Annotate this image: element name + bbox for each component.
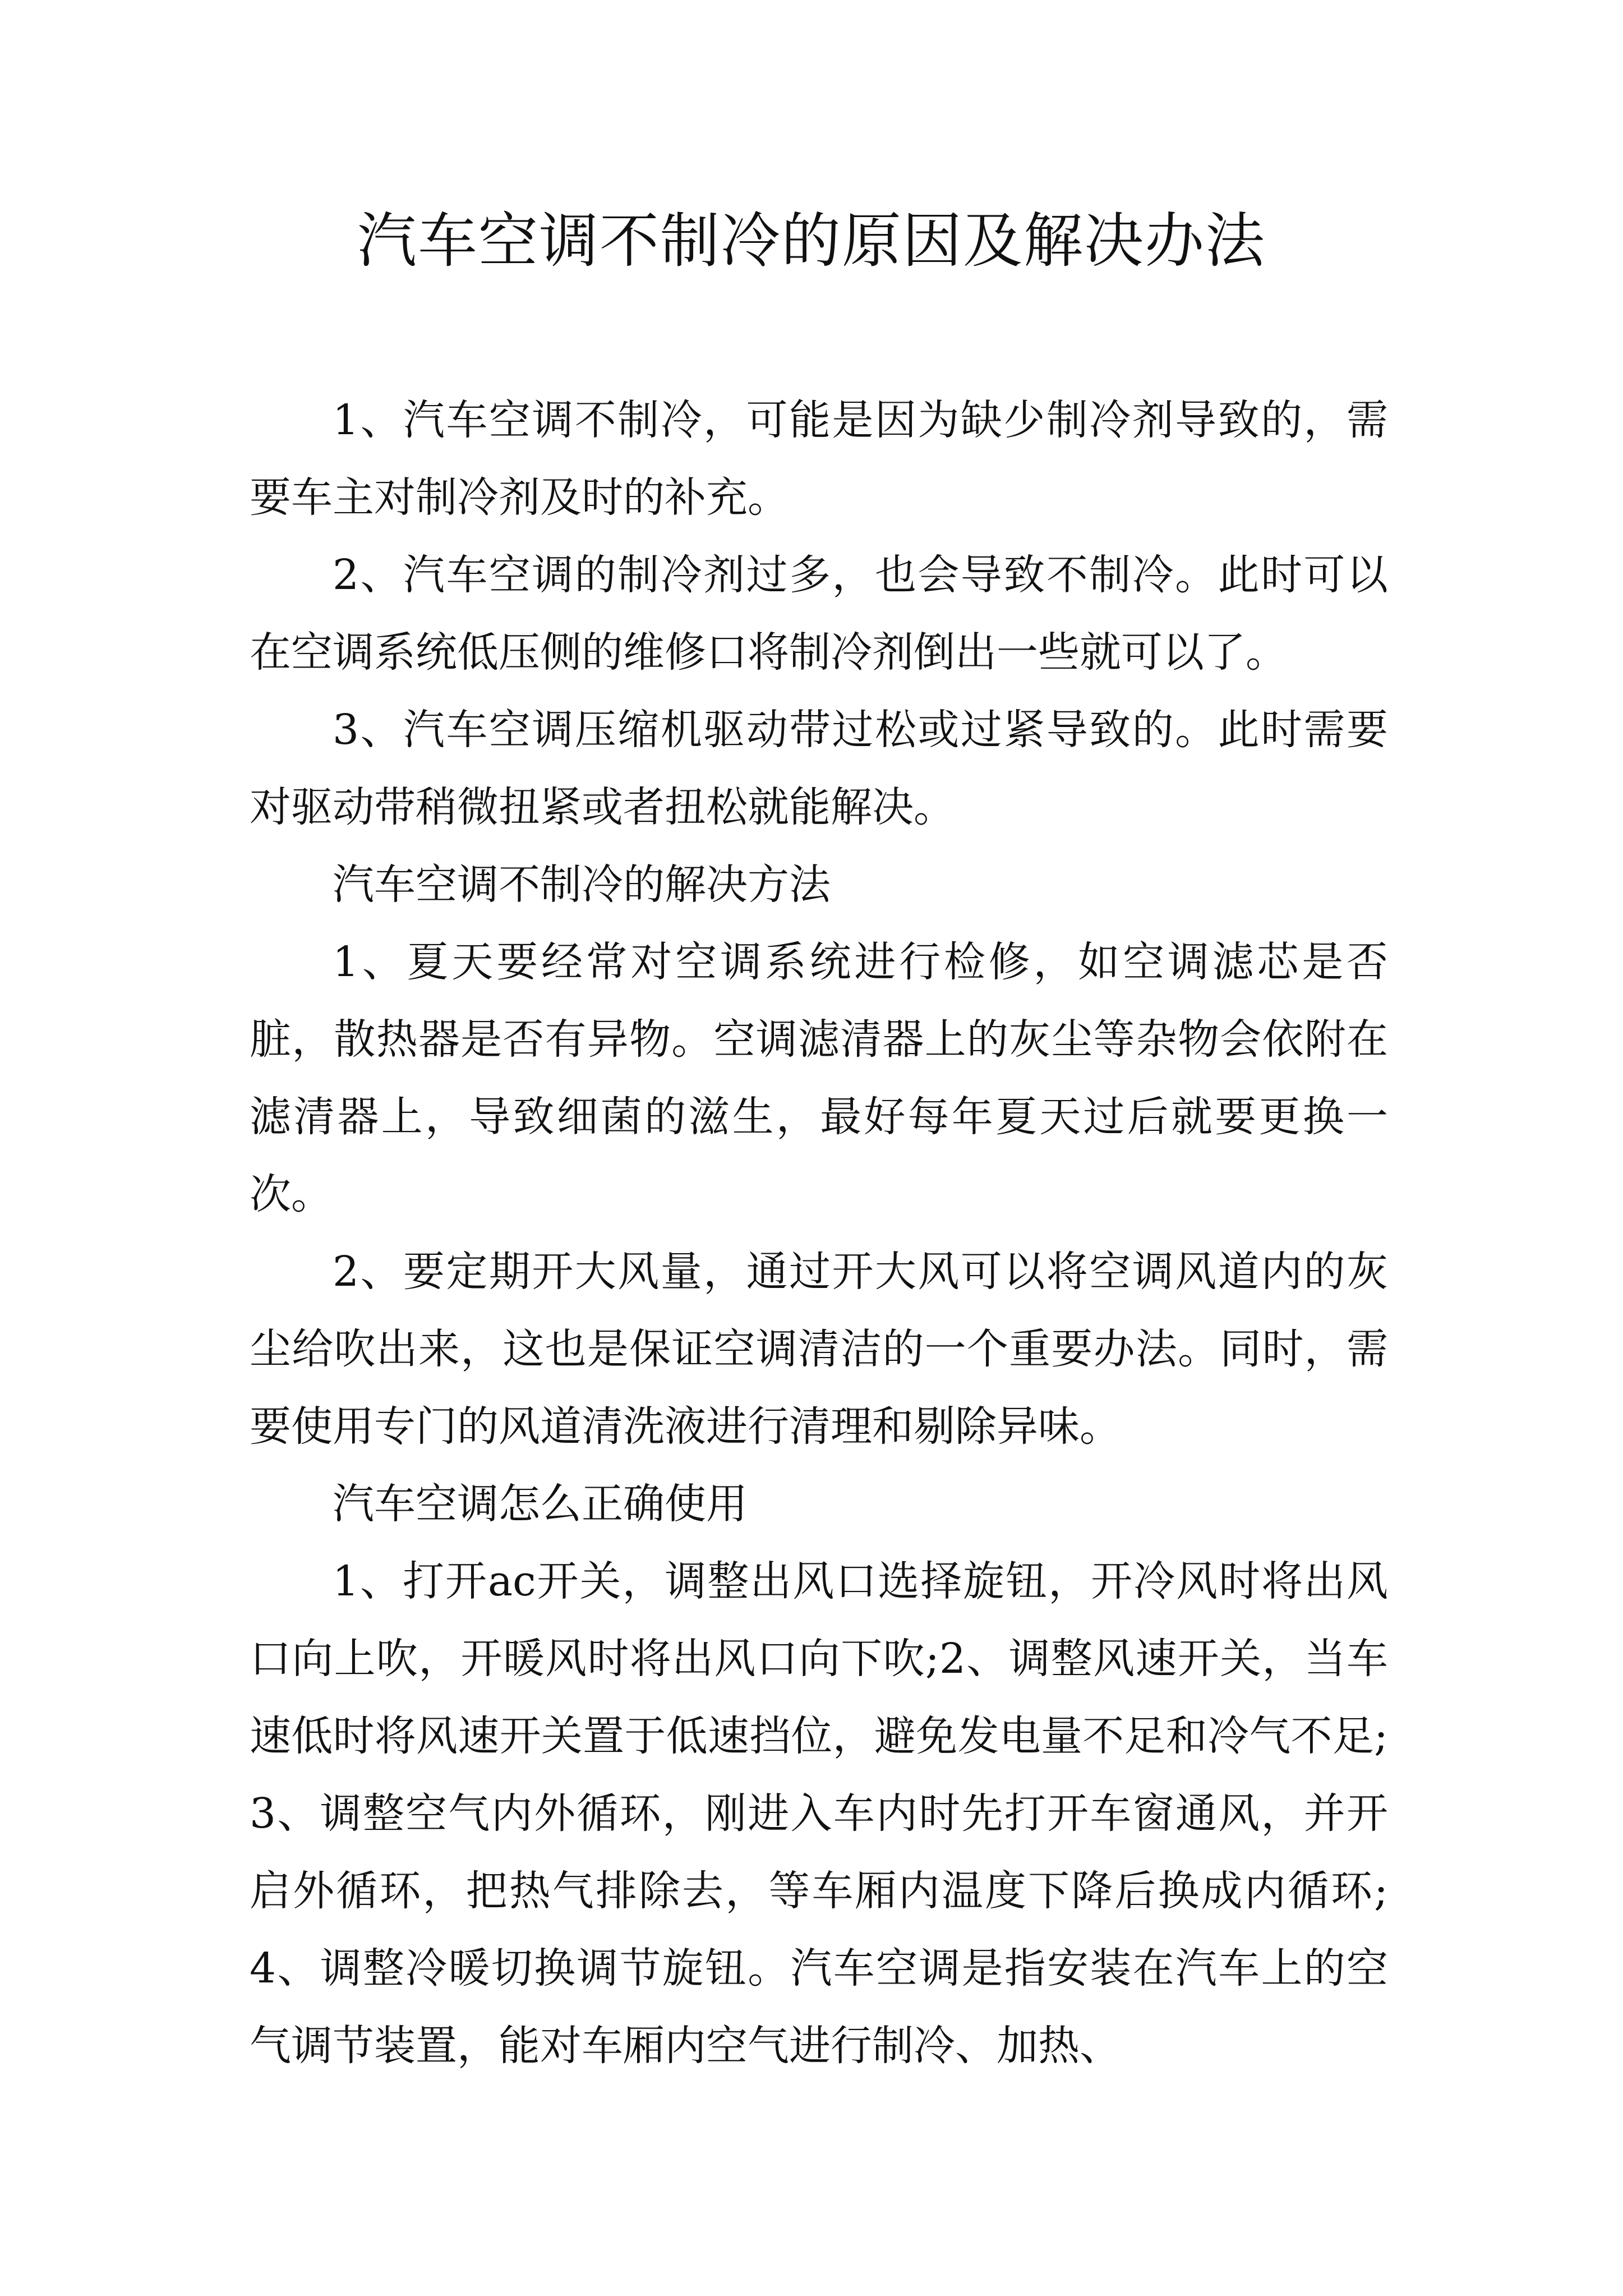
paragraph-cause-1: 1、汽车空调不制冷，可能是因为缺少制冷剂导致的，需要车主对制冷剂及时的补充。 (250, 396, 1388, 522)
paragraph-usage: 1、打开ac开关，调整出风口选择旋钮，开冷风时将出风口向上吹，开暖风时将出风口向下吹;2、调整风速开关，当车速低时将风速开关置于低速挡位，避免发电量不足和冷气不足;3、调整空气内外循环，刚进入车内时先打开车窗通风，并开启外循环，把热气排除去，等车厢内温度下降后换成内循环;4、调整冷暖切换调节旋钮。汽车空调是指安装在汽车上的空气调节装置，能对车厢内空气进行制冷、加热、 (250, 1557, 1388, 2070)
document-body (250, 381, 1388, 2085)
section-heading-usage: 汽车空调怎么正确使用 (333, 1480, 748, 1528)
paragraph-cause-3: 3、汽车空调压缩机驱动带过松或过紧导致的。此时需要对驱动带稍微扭紧或者扭松就能解决。 (250, 706, 1388, 831)
section-heading-solutions: 汽车空调不制冷的解决方法 (333, 861, 831, 909)
paragraph-cause-2: 2、汽车空调的制冷剂过多，也会导致不制冷。此时可以在空调系统低压侧的维修口将制冷剂倒出一些就可以了。 (250, 551, 1388, 677)
paragraph-solution-2: 2、要定期开大风量，通过开大风可以将空调风道内的灰尘给吹出来，这也是保证空调清洁的一个重要办法。同时，需要使用专门的风道清洗液进行清理和剔除异味。 (250, 1248, 1388, 1451)
paragraph-solution-1: 1、夏天要经常对空调系统进行检修，如空调滤芯是否脏，散热器是否有异物。空调滤清器上的灰尘等杂物会依附在滤清器上，导致细菌的滋生，最好每年夏天过后就要更换一次。 (250, 938, 1388, 1218)
document-title: 汽车空调不制冷的原因及解决办法 (357, 206, 1266, 275)
